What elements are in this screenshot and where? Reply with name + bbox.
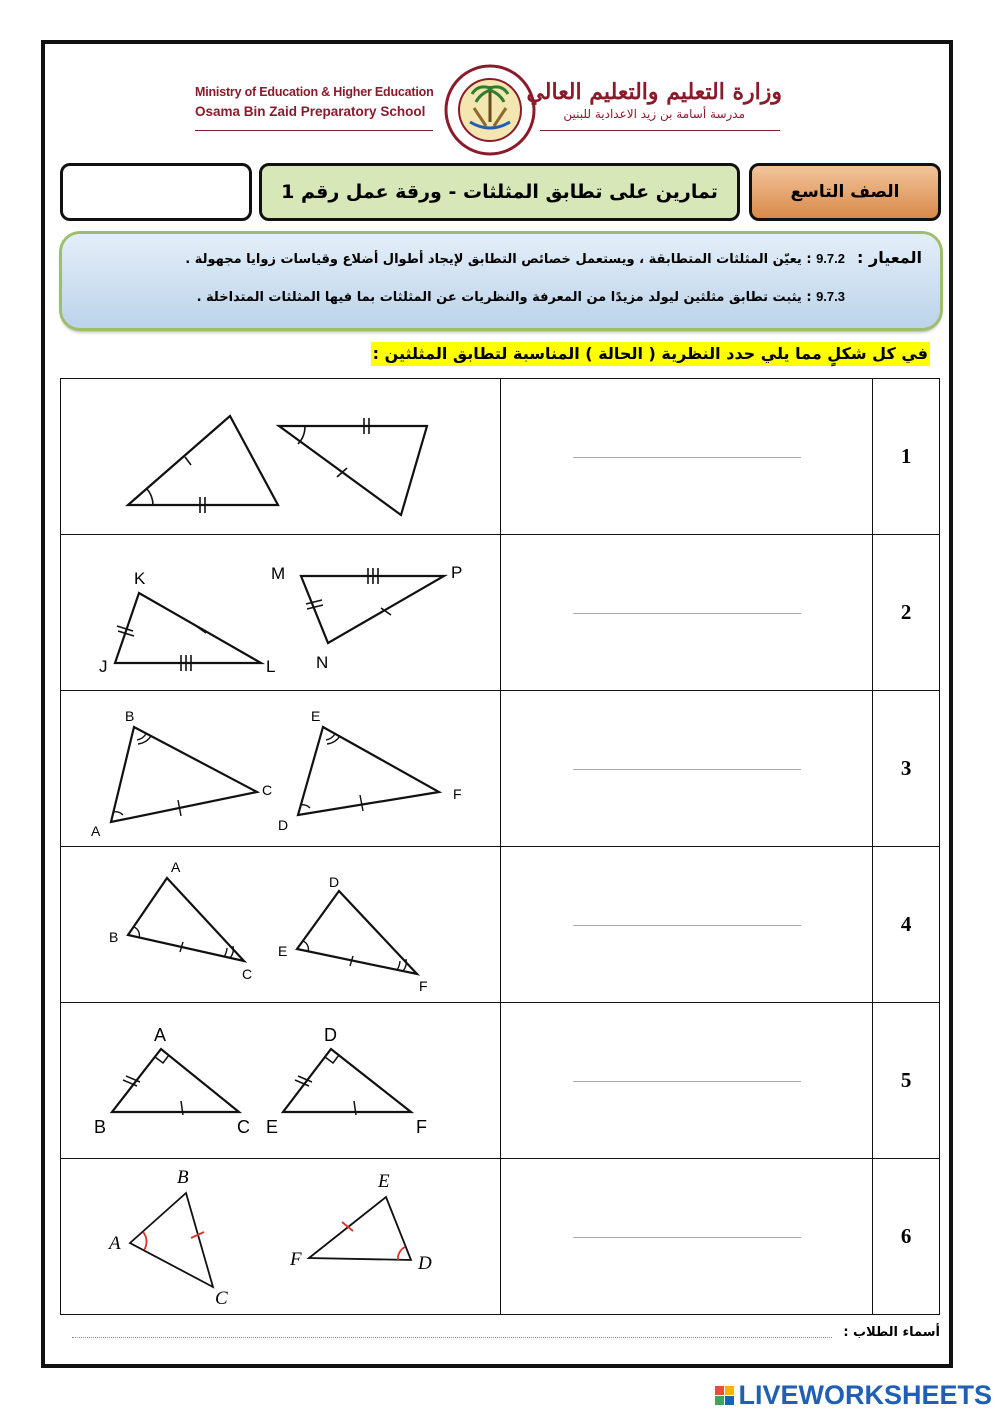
grade-label: الصف التاسع: [749, 163, 941, 221]
vertex-label: C: [215, 1288, 228, 1309]
answer-line[interactable]: [573, 925, 801, 926]
table-row: [61, 1003, 940, 1159]
answer-cell[interactable]: [500, 847, 872, 1003]
vertex-label: F: [419, 978, 428, 994]
row-number: 1: [873, 379, 940, 535]
standard-item: [197, 289, 845, 305]
vertex-label: M: [271, 564, 286, 583]
triangle-figure-5: [61, 1003, 501, 1158]
standard-text: : يعيّن المثلثات المتطابقة ، ويستعمل خصائص التطابق لإيجاد أطوال أضلاع وقياسات زوايا مجهولة .: [185, 252, 812, 267]
answer-line[interactable]: [573, 613, 801, 614]
row-number: 3: [873, 691, 940, 847]
name-box[interactable]: [60, 163, 252, 221]
vertex-label: E: [311, 708, 321, 724]
answer-cell[interactable]: [500, 379, 872, 535]
vertex-label: D: [329, 874, 340, 890]
answer-line[interactable]: [573, 1237, 801, 1238]
header-divider-left: [195, 130, 433, 131]
ministry-name-en: Ministry of Education & Higher Education: [195, 85, 434, 99]
row-number: 5: [873, 1003, 940, 1159]
instruction-text: في كل شكلٍ مما يلي حدد النظرية ( الحالة ) المناسبة لتطابق المثلثين :: [371, 342, 930, 366]
vertex-label: B: [94, 1117, 107, 1137]
row-number: 2: [873, 535, 940, 691]
header-divider-right: [540, 130, 780, 131]
vertex-label: A: [109, 1233, 121, 1254]
vertex-label: K: [134, 569, 146, 588]
vertex-label: L: [266, 657, 276, 676]
school-name-en: Osama Bin Zaid Preparatory School: [195, 104, 426, 119]
answer-line[interactable]: [573, 457, 801, 458]
vertex-label: A: [91, 823, 101, 839]
vertex-label: B: [125, 708, 135, 724]
figure-cell: [61, 379, 501, 535]
answer-line[interactable]: [573, 769, 801, 770]
vertex-label: C: [242, 966, 253, 982]
standard-code: 9.7.2: [816, 251, 845, 266]
vertex-label: F: [416, 1117, 427, 1137]
vertex-label: A: [171, 859, 181, 875]
qatar-emblem-logo: [444, 64, 536, 160]
table-row: [61, 1159, 940, 1315]
vertex-label: N: [316, 653, 329, 672]
answer-line[interactable]: [573, 1081, 801, 1082]
vertex-label: D: [324, 1025, 337, 1045]
table-row: [61, 691, 940, 847]
figure-cell: [61, 1159, 501, 1315]
triangle-figure-2: [61, 535, 501, 690]
vertex-label: B: [177, 1167, 189, 1188]
vertex-label: B: [109, 929, 119, 945]
vertex-label: J: [99, 657, 108, 676]
students-names-line[interactable]: [72, 1337, 832, 1338]
figure-cell: [61, 1003, 501, 1159]
liveworksheets-brand: [715, 1380, 992, 1411]
vertex-label: E: [278, 943, 288, 959]
vertex-label: E: [378, 1171, 390, 1192]
vertex-label: D: [418, 1253, 432, 1274]
header-english: [195, 82, 434, 122]
standard-panel: [62, 234, 940, 328]
exercise-table: [60, 378, 940, 1315]
students-names-label: أسماء الطلاب :: [843, 1325, 940, 1340]
standard-text: : يثبت تطابق مثلثين ليولد مزيدًا من المعرفة والنظريات عن المثلثات بما فيها المثلثات المتداخلة .: [196, 290, 812, 305]
header-arabic: [526, 78, 782, 122]
vertex-label: C: [237, 1117, 250, 1137]
standard-item: [185, 251, 845, 267]
worksheet-title: تمارين على تطابق المثلثات - ورقة عمل رقم 1: [259, 163, 740, 221]
table-row: [61, 847, 940, 1003]
figure-cell: [61, 535, 501, 691]
vertex-label: D: [278, 817, 289, 833]
triangle-figure-1: [61, 379, 501, 534]
triangle-figure-6: [61, 1159, 501, 1314]
vertex-label: C: [262, 782, 273, 798]
brand-text: LIVEWORKSHEETS: [738, 1380, 992, 1410]
standard-label: المعيار :: [857, 248, 922, 267]
vertex-label: P: [451, 563, 463, 582]
school-name-ar: مدرسة أسامة بن زيد الاعدادية للبنين: [563, 107, 746, 121]
row-number: 6: [873, 1159, 940, 1315]
table-row: [61, 535, 940, 691]
table-row: [61, 379, 940, 535]
triangle-figure-3: [61, 691, 501, 846]
figure-cell: [61, 691, 501, 847]
answer-cell[interactable]: [500, 1003, 872, 1159]
answer-cell[interactable]: [500, 1159, 872, 1315]
vertex-label: F: [290, 1249, 302, 1270]
vertex-label: E: [266, 1117, 279, 1137]
vertex-label: A: [154, 1025, 167, 1045]
vertex-label: F: [453, 786, 462, 802]
standard-code: 9.7.3: [816, 289, 845, 304]
figure-cell: [61, 847, 501, 1003]
answer-cell[interactable]: [500, 691, 872, 847]
triangle-figure-4: [61, 847, 501, 1002]
ministry-name-ar: وزارة التعليم والتعليم العالي: [526, 79, 782, 105]
answer-cell[interactable]: [500, 535, 872, 691]
liveworksheets-logo-icon: [715, 1386, 734, 1405]
row-number: 4: [873, 847, 940, 1003]
